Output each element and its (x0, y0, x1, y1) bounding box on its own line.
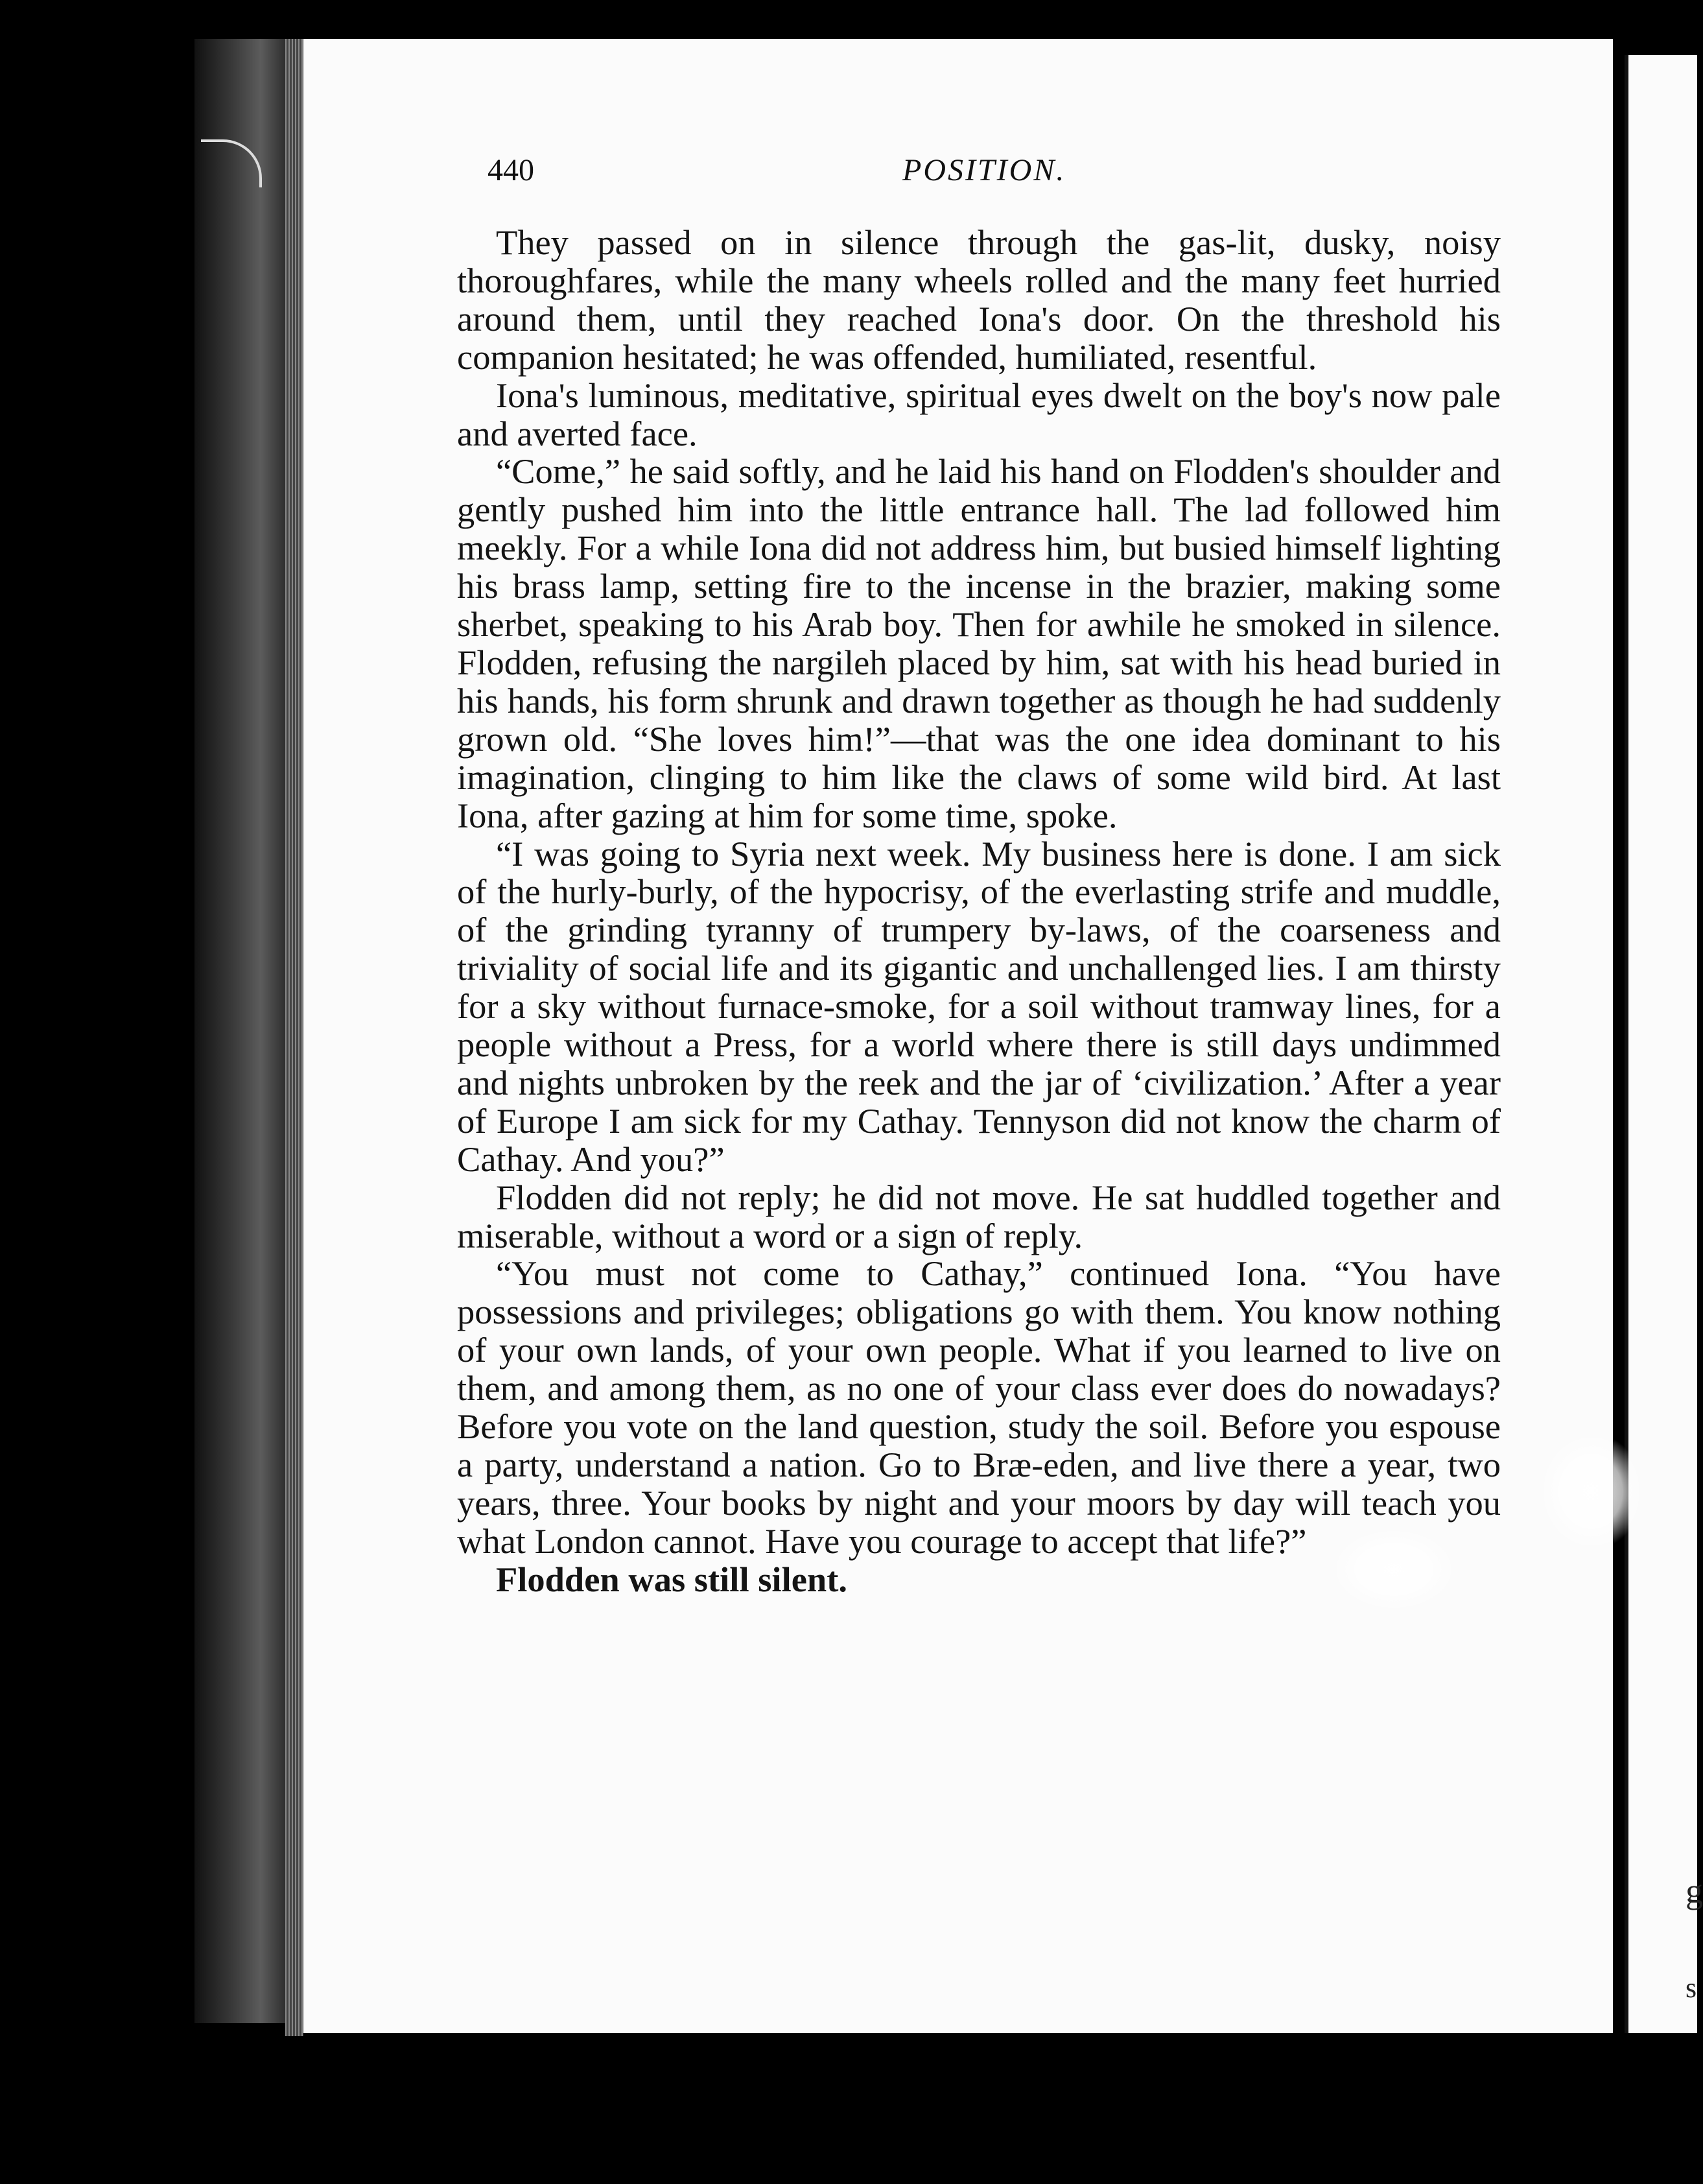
body-text (457, 224, 1501, 1599)
print-smudge (1543, 1436, 1640, 1547)
paragraph: “You must not come to Cathay,” continued Iona. “You have possessions and privileges; obligations go with them. You know nothing of your own lands, of your own people. What if you learned to live on them, and among them, as no one of your class ever does do nowadays? Before you vote on the land question, study the soil. Before you espouse a party, understand a nation. Go to Bræ-eden, and live there a year, two years, three. Your books by night and your moors by day will teach you what London cannot. Have you courage to accept that life?” (457, 1253, 1501, 1561)
paragraph: Flodden did not reply; he did not move. He sat huddled together and miserable, without a word or a sign of reply. (457, 1177, 1501, 1255)
running-head: POSITION. (902, 153, 1066, 187)
paragraph: Iona's luminous, meditative, spiritual eyes dwelt on the boy's now pale and averted face. (457, 375, 1501, 453)
page-header (487, 152, 1460, 198)
paragraph: Flodden was still silent. (495, 1559, 847, 1599)
print-smudge (1335, 1530, 1452, 1608)
facing-page-edge (1625, 55, 1703, 2033)
facing-page-fragment: s (1685, 1972, 1697, 2004)
page-edges (285, 39, 303, 2036)
facing-page-fragment: g (1685, 1871, 1703, 1910)
paragraph: “I was going to Syria next week. My business here is done. I am sick of the hurly-burly, of the hypocrisy, of the everlasting strife and muddle, of the grinding tyranny of trumpery by-laws, of the coarseness and triviality of social life and its gigantic and unchallenged lies. I am thirsty for a sky without furnace-smoke, for a soil without tramway lines, for a people without a Press, for a world where there is still days undimmed and nights unbroken by the reek and the jar of ‘civilization.’ After a year of Europe I am sick for my Cathay. Tennyson did not know the charm of Cathay. And you?” (457, 833, 1501, 1179)
paragraph: They passed on in silence through the gas-lit, dusky, noisy thoroughfares, while the many wheels rolled and the many feet hurried around them, until they reached Iona's door. On the threshold his companion hesitated; he was offended, humiliated, resentful. (457, 222, 1501, 377)
paragraph: “Come,” he said softly, and he laid his hand on Flodden's shoulder and gently pushed him into the little entrance hall. The lad followed him meekly. For a while Iona did not address him, but busied himself lighting his brass lamp, setting fire to the incense in the brazier, making some sherbet, speaking to his Arab boy. Then for awhile he smoked in silence. Flodden, refusing the nargileh placed by him, sat with his head buried in his hands, his form shrunk and drawn together as though he had suddenly grown old. “She loves him!”—that was the one idea dominant to his imagination, clinging to him like the claws of some wild bird. At last Iona, after gazing at him for some time, spoke. (457, 451, 1501, 835)
page-number: 440 (487, 153, 534, 187)
